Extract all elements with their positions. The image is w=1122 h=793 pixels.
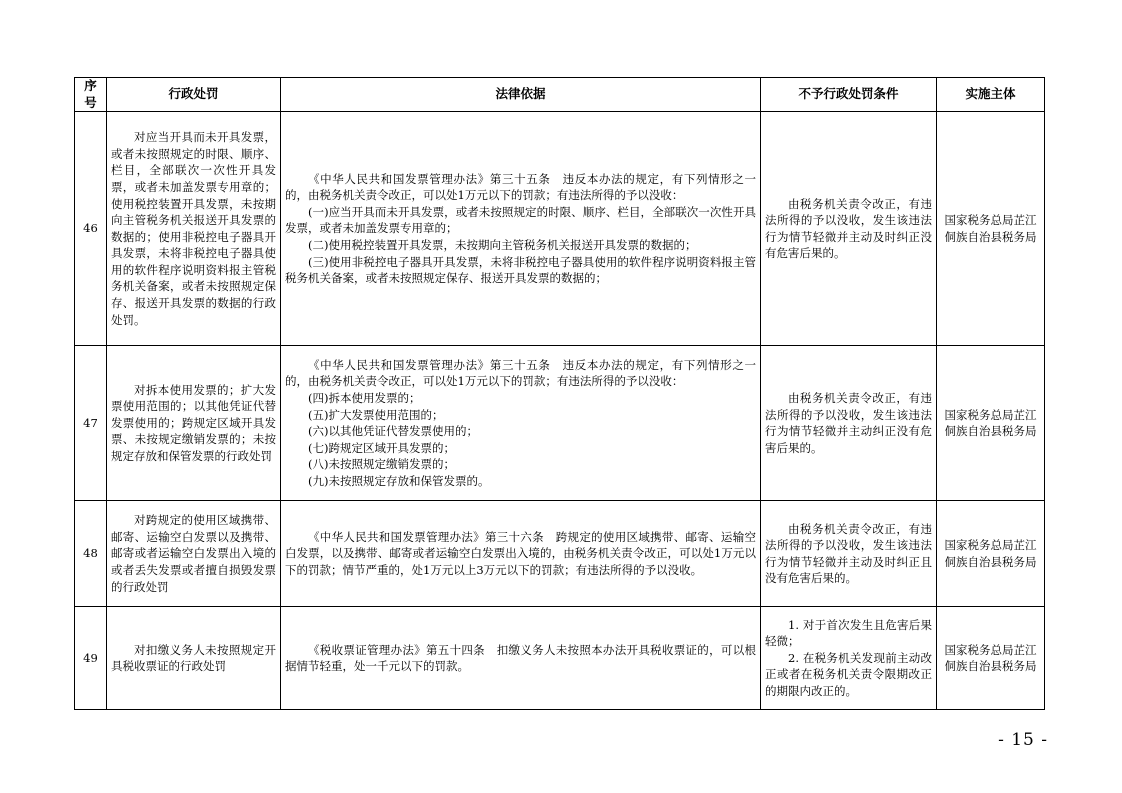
penalty-cell: 对跨规定的使用区域携带、邮寄、运输空白发票以及携带、邮寄或者运输空白发票出入境的或者丢失发票或者擅自损毁发票的行政处罚 xyxy=(107,501,281,607)
page-number: - 15 - xyxy=(998,730,1048,750)
law-paragraph: (一)应当开具而未开具发票，或者未按照规定的时限、顺序、栏目，全部联次一次性开具发票，或者未加盖发票专用章的； xyxy=(285,204,756,236)
law-paragraph: 《中华人民共和国发票管理办法》第三十六条 跨规定的使用区域携带、邮寄、运输空白发票，以及携带、邮寄或者运输空白发票出入境的，由税务机关责令改正，可以处1万元以下的罚款；情节严重的，处1万元以上3万元以下的罚款；有违法所得的予以没收。 xyxy=(285,529,756,577)
header-num: 序号 xyxy=(75,78,107,112)
law-paragraph: (七)跨规定区域开具发票的； xyxy=(308,440,455,455)
penalty-cell: 对拆本使用发票的；扩大发票使用范围的；以其他凭证代替发票使用的；跨规定区域开具发票、未按规定缴销发票的；未按规定存放和保管发票的行政处罚 xyxy=(107,346,281,501)
penalty-cell: 对扣缴义务人未按照规定开具税收票证的行政处罚 xyxy=(107,607,281,710)
header-penalty: 行政处罚 xyxy=(107,78,281,112)
law-cell xyxy=(281,501,761,607)
law-paragraph: (八)未按照规定缴销发票的； xyxy=(308,457,455,472)
law-cell xyxy=(281,607,761,710)
body-cell: 国家税务总局芷江侗族自治县税务局 xyxy=(937,112,1045,346)
law-paragraph: 《税收票证管理办法》第五十四条 扣缴义务人未按照本办法开具税收票证的，可以根据情节轻重，处一千元以下的罚款。 xyxy=(285,642,756,674)
condition-cell: 由税务机关责令改正，有违法所得的予以没收，发生该违法行为情节轻微并主动及时纠正没有危害后果的。 xyxy=(761,112,937,346)
row-number: 47 xyxy=(75,346,107,501)
condition-cell: 由税务机关责令改正，有违法所得的予以没收，发生该违法行为情节轻微并主动及时纠正且没有危害后果的。 xyxy=(761,501,937,607)
table-row xyxy=(75,112,1045,346)
law-paragraph: 《中华人民共和国发票管理办法》第三十五条 违反本办法的规定，有下列情形之一的，由税务机关责令改正，可以处1万元以下的罚款；有违法所得的予以没收： xyxy=(285,171,756,203)
table-row xyxy=(75,607,1045,710)
law-paragraph: 《中华人民共和国发票管理办法》第三十五条 违反本办法的规定，有下列情形之一的，由税务机关责令改正，可以处1万元以下的罚款；有违法所得的予以没收： xyxy=(285,357,756,389)
law-paragraph: (三)使用非税控电子器具开具发票，未将非税控电子器具使用的软件程序说明资料报主管税务机关备案，或者未按照规定保存、报送开具发票的数据的； xyxy=(285,254,756,286)
condition-item: 2. 在税务机关发现前主动改正或者在税务机关责令限期改正的期限内改正的。 xyxy=(765,650,932,699)
law-paragraph: (四)拆本使用发票的； xyxy=(308,391,421,405)
law-paragraph: (二)使用税控装置开具发票，未按期向主管税务机关报送开具发票的数据的； xyxy=(308,237,697,252)
header-law: 法律依据 xyxy=(281,78,761,112)
law-cell xyxy=(281,346,761,501)
law-cell xyxy=(281,112,761,346)
law-paragraph: (五)扩大发票使用范围的； xyxy=(308,407,444,422)
table-row xyxy=(75,501,1045,607)
row-number: 48 xyxy=(75,501,107,607)
law-paragraph: (六)以其他凭证代替发票使用的； xyxy=(308,424,478,439)
body-cell: 国家税务总局芷江侗族自治县税务局 xyxy=(937,501,1045,607)
law-paragraph: (九)未按照规定存放和保管发票的。 xyxy=(308,473,490,488)
header-condition: 不予行政处罚条件 xyxy=(761,78,937,112)
table-header-row xyxy=(75,78,1045,112)
penalty-cell: 对应当开具而未开具发票，或者未按照规定的时限、顺序、栏目，全部联次一次性开具发票，或者未加盖发票专用章的；使用税控装置开具发票，未按期向主管税务机关报送开具发票的数据的；使用非税控电子器具开具发票，未将非税控电子器具使用的软件程序说明资料报主管税务机关备案，或者未按照规定保存、报送开具发票的数据的行政处罚。 xyxy=(107,112,281,346)
condition-cell xyxy=(761,607,937,710)
body-cell: 国家税务总局芷江侗族自治县税务局 xyxy=(937,346,1045,501)
row-number: 46 xyxy=(75,112,107,346)
condition-cell: 由税务机关责令改正，有违法所得的予以没收，发生该违法行为情节轻微并主动纠正没有危害后果的。 xyxy=(761,346,937,501)
header-body: 实施主体 xyxy=(937,78,1045,112)
row-number: 49 xyxy=(75,607,107,710)
penalty-table xyxy=(74,77,1045,710)
condition-item: 1. 对于首次发生且危害后果轻微； xyxy=(765,617,932,649)
body-cell: 国家税务总局芷江侗族自治县税务局 xyxy=(937,607,1045,710)
table-row xyxy=(75,346,1045,501)
